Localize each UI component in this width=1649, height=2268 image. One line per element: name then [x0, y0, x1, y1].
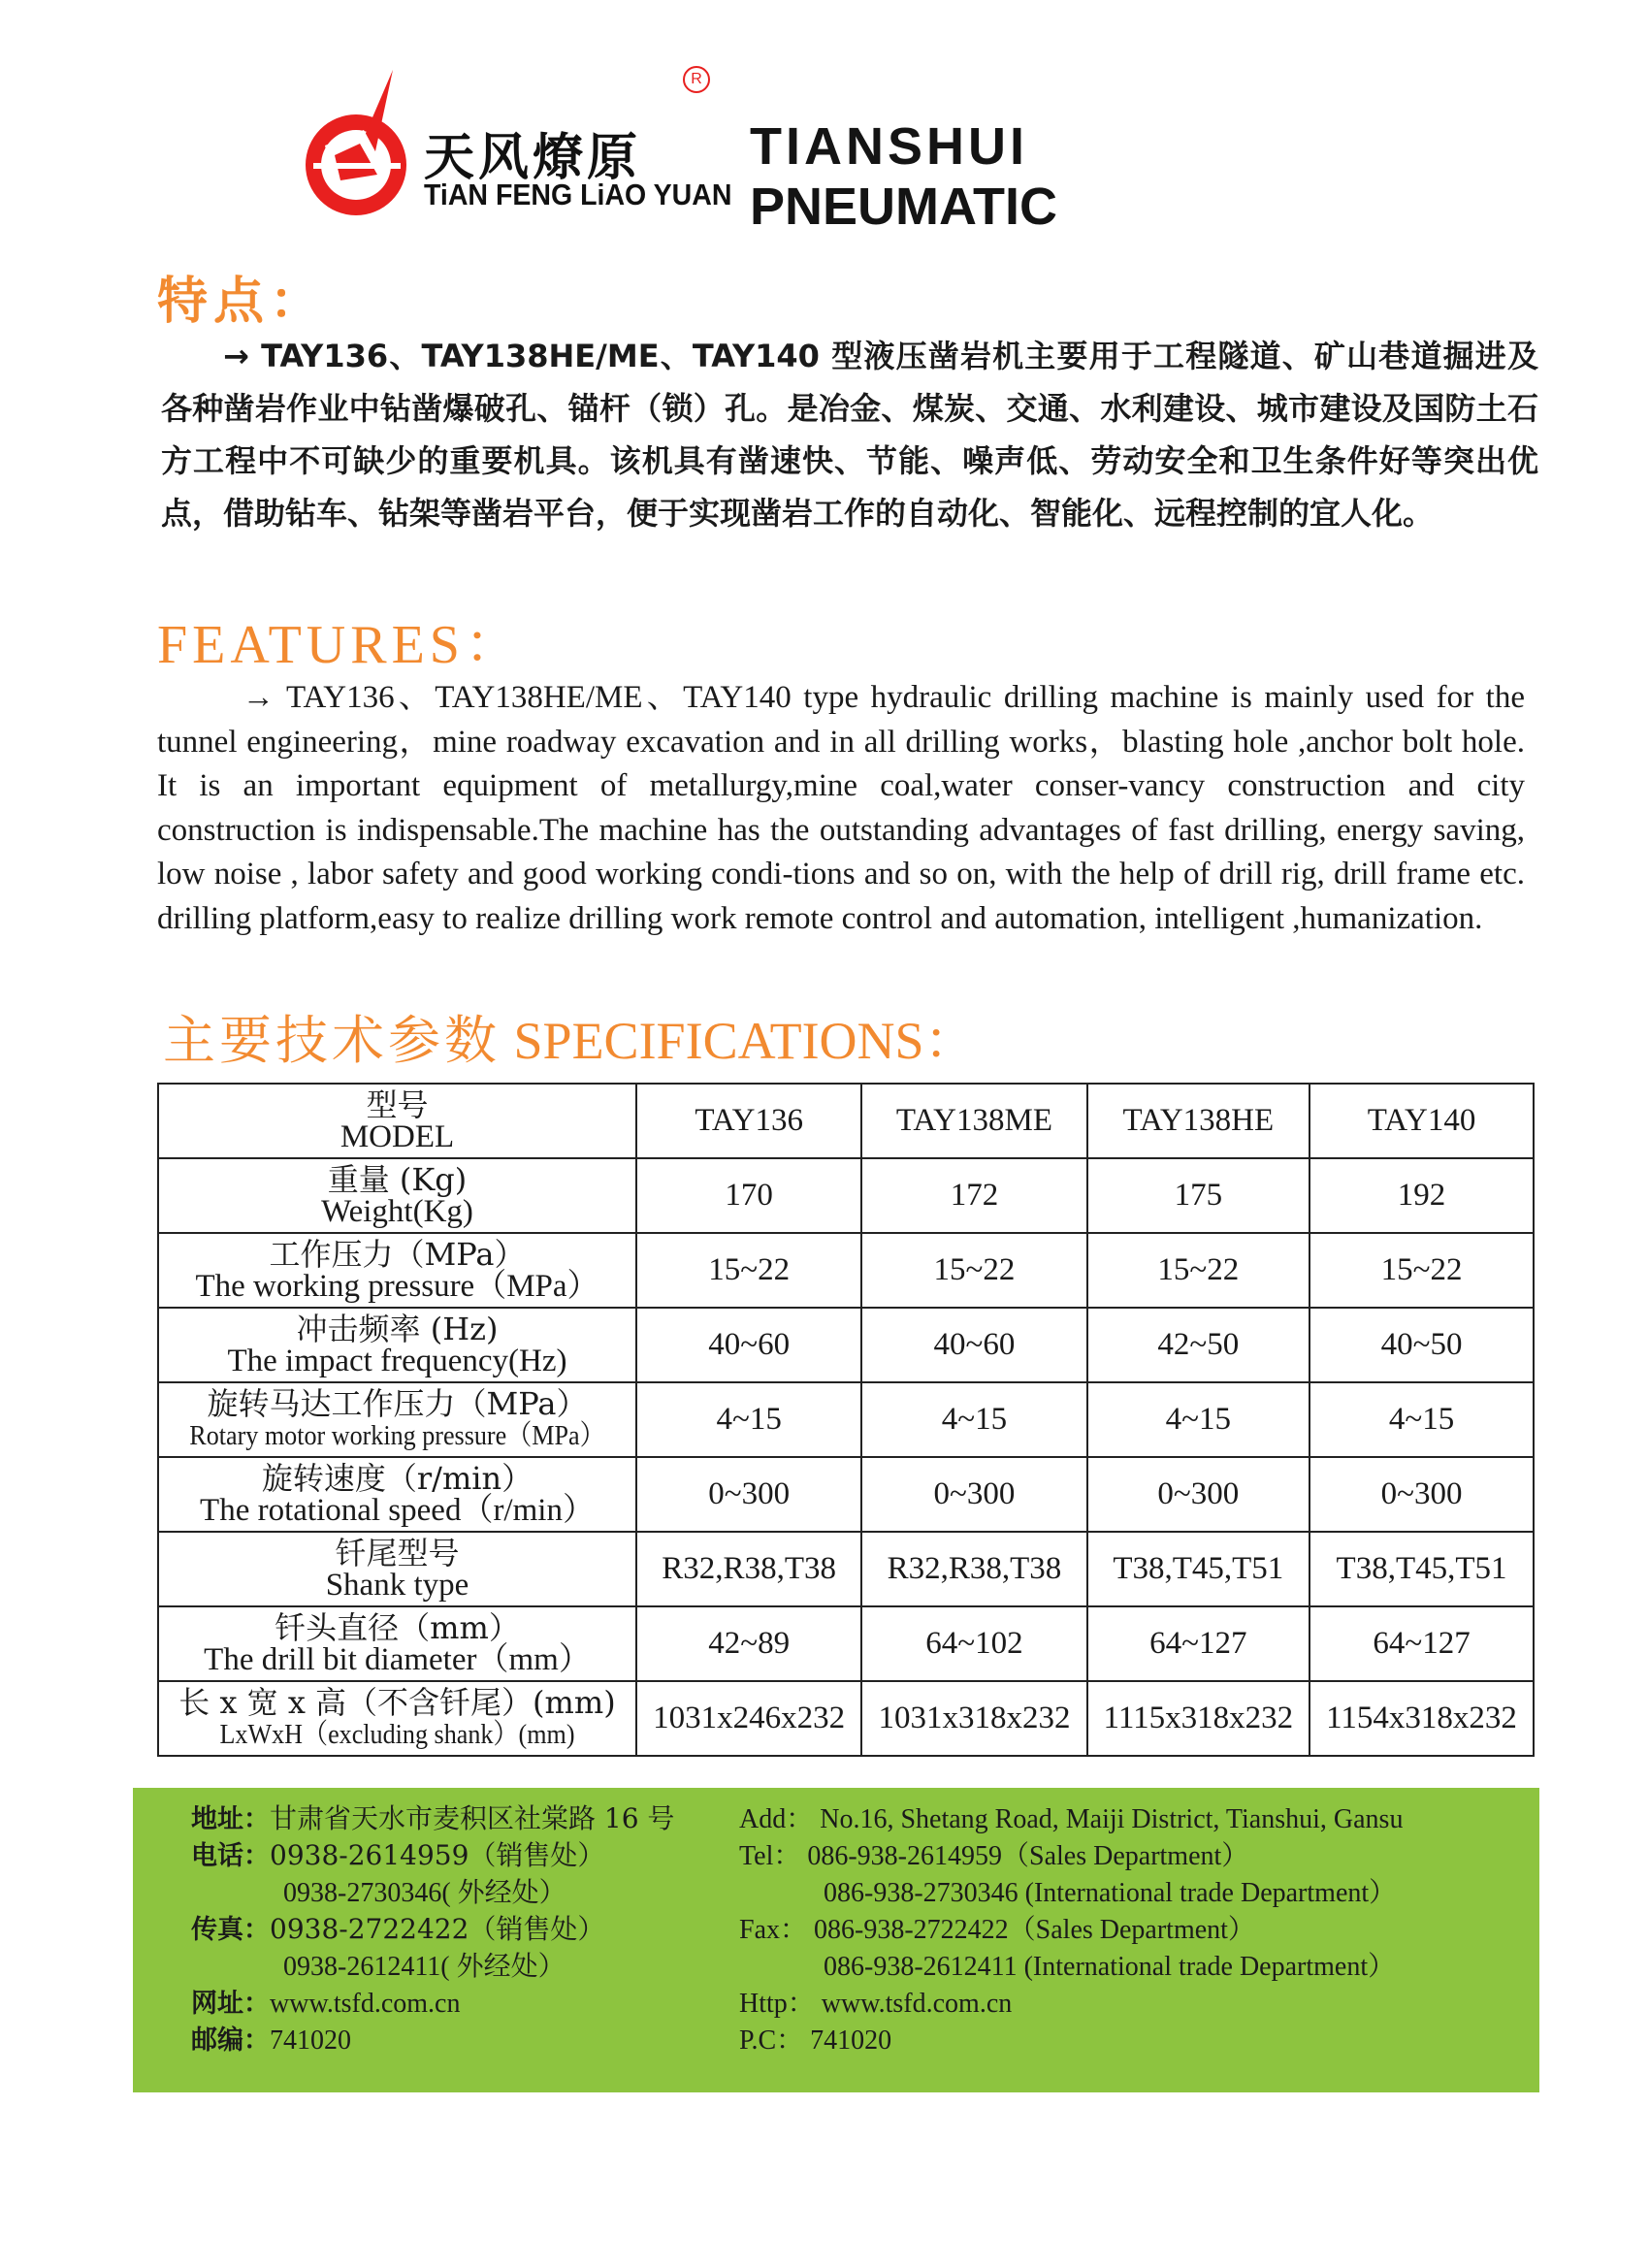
model-header-cn: 型号 — [366, 1085, 429, 1123]
spec-value-cell: 15~22 — [861, 1233, 1086, 1308]
spec-value-cell: 42~89 — [636, 1606, 861, 1681]
spec-value-cell: 42~50 — [1087, 1308, 1310, 1382]
spec-label-en: The rotational speed（r/min） — [200, 1492, 595, 1528]
table-row — [158, 1681, 1534, 1756]
logo-chinese-name: 天风燎原 — [424, 129, 642, 187]
spec-label-en: The working pressure（MPa） — [195, 1268, 599, 1304]
tel-en-2: 086-938-2730346 (International trade Department） — [824, 1878, 1397, 1908]
spec-label-cn: 钎尾型号 — [335, 1534, 460, 1571]
spec-value-cell: 1115x318x232 — [1087, 1681, 1310, 1756]
spec-label-en: Weight(Kg) — [321, 1193, 473, 1229]
spec-label-cell — [158, 1532, 636, 1606]
spec-label-en: The impact frequency(Hz) — [227, 1343, 567, 1378]
model-column-header: TAY138ME — [861, 1084, 1086, 1158]
model-column-header: TAY138HE — [1087, 1084, 1310, 1158]
fax-cn-2: 0938-2612411( 外经处） — [283, 1952, 566, 1982]
website-link-en[interactable]: www.tsfd.com.cn — [821, 1989, 1013, 2019]
spec-label-cn: 长 x 宽 x 高（不含钎尾）(mm) — [178, 1683, 616, 1721]
spec-label-cn: 旋转速度（r/min） — [261, 1459, 534, 1497]
website-link-cn[interactable]: www.tsfd.com.cn — [270, 1989, 461, 2019]
spec-value-cell: 64~102 — [861, 1606, 1086, 1681]
fax-en-2: 086-938-2612411 (International trade Department） — [824, 1952, 1396, 1982]
spec-label-cell — [158, 1308, 636, 1382]
table-row — [158, 1308, 1534, 1382]
spec-value-cell: 0~300 — [1310, 1457, 1534, 1532]
postcode-cn: 邮编：741020 — [191, 2025, 351, 2056]
spec-value-cell: 1154x318x232 — [1310, 1681, 1534, 1756]
tel-en: Tel： 086-938-2614959（Sales Department） — [739, 1841, 1249, 1871]
spec-value-cell: 15~22 — [1310, 1233, 1534, 1308]
features-text-cn: → TAY136、TAY138HE/ME、TAY140 型液压凿岩机主要用于工程隧道、矿山巷道掘进及各种凿岩作业中钻凿爆破孔、锚杆（锁）孔。是冶金、煤炭、交通、水利建设、城市建设及国防土石方工程中不可缺少的重要机具。该机具有凿速快、节能、噪声低、劳动安全和卫生条件好等突出优点，借助钻车、钻架等凿岩平台，便于实现凿岩工作的自动化、智能化、远程控制的宜人化。 — [161, 338, 1538, 532]
spec-value-cell: 64~127 — [1087, 1606, 1310, 1681]
spec-value-cell: R32,R38,T38 — [861, 1532, 1086, 1606]
spec-label-cn: 旋转马达工作压力（MPa） — [207, 1384, 588, 1422]
spec-value-cell: 4~15 — [861, 1382, 1086, 1457]
spec-label-en: Rotary motor working pressure（MPa） — [189, 1419, 605, 1451]
postcode-en: P.C： 741020 — [739, 2025, 892, 2056]
fax-cn: 传真：0938-2722422（销售处） — [191, 1913, 605, 1945]
spec-label-cn: 工作压力（MPa） — [269, 1235, 526, 1273]
spec-label-cell — [158, 1233, 636, 1308]
fax-en: Fax： 086-938-2722422（Sales Department） — [739, 1915, 1255, 1945]
spec-label-cell — [158, 1158, 636, 1233]
website-en: Http： www.tsfd.com.cn — [739, 1989, 1013, 2019]
spec-value-cell: 0~300 — [636, 1457, 861, 1532]
spec-value-cell: T38,T45,T51 — [1310, 1532, 1534, 1606]
spec-value-cell: 15~22 — [1087, 1233, 1310, 1308]
spec-value-cell: 40~60 — [861, 1308, 1086, 1382]
spec-value-cell: 15~22 — [636, 1233, 861, 1308]
brand-name — [750, 116, 1057, 237]
address-cn: 地址：甘肃省天水市麦积区社棠路 16 号 — [191, 1802, 675, 1834]
spec-value-cell: 170 — [636, 1158, 861, 1233]
spec-value-cell: 192 — [1310, 1158, 1534, 1233]
table-row — [158, 1233, 1534, 1308]
spec-label-cn: 冲击频率 (Hz) — [296, 1310, 499, 1347]
spec-label-cell — [158, 1457, 636, 1532]
spec-value-cell: 172 — [861, 1158, 1086, 1233]
address-en: Add： No.16, Shetang Road, Maiji District, Tianshui, Gansu — [739, 1804, 1404, 1834]
table-row — [158, 1606, 1534, 1681]
table-row — [158, 1457, 1534, 1532]
contact-info-box — [133, 1788, 1539, 2092]
logo-pinyin: TiAN FENG LiAO YUAN — [424, 178, 732, 211]
features-heading-cn: 特点： — [157, 273, 327, 331]
spec-label-cn: 钎头直径（mm） — [275, 1608, 520, 1646]
spec-value-cell: T38,T45,T51 — [1087, 1532, 1310, 1606]
specifications-heading-cn: 主要技术参数 — [163, 1010, 501, 1071]
model-header-cell — [158, 1084, 636, 1158]
brand-line-1: TIANSHUI — [750, 117, 1028, 176]
spec-label-cell — [158, 1606, 636, 1681]
specifications-table — [157, 1083, 1535, 1757]
table-row — [158, 1382, 1534, 1457]
registered-trademark-icon: R — [683, 66, 710, 93]
spec-label-en: LxWxH（excluding shank）(mm) — [219, 1718, 575, 1750]
model-header-en: MODEL — [340, 1118, 455, 1154]
spec-value-cell: 1031x246x232 — [636, 1681, 861, 1756]
spec-value-cell: 0~300 — [1087, 1457, 1310, 1532]
model-column-header: TAY136 — [636, 1084, 861, 1158]
spec-value-cell: 4~15 — [636, 1382, 861, 1457]
specifications-heading-en: SPECIFICATIONS： — [513, 1012, 977, 1070]
spec-label-cn: 重量 (Kg) — [327, 1160, 468, 1198]
features-heading-en: FEATURES： — [157, 615, 524, 675]
table-row — [158, 1532, 1534, 1606]
spec-value-cell: 64~127 — [1310, 1606, 1534, 1681]
spec-value-cell: 40~60 — [636, 1308, 861, 1382]
spec-value-cell: 4~15 — [1087, 1382, 1310, 1457]
table-row — [158, 1158, 1534, 1233]
brand-line-2: PNEUMATIC — [750, 178, 1057, 236]
features-text-en: → TAY136、TAY138HE/ME、TAY140 type hydraulic drilling machine is mainly used for the tunnel engineering，mine roadway excavation and in all drilling works，blasting hole ,anchor bolt hole. It is an important equipment of metallurgy,mine coal,water conser-vancy construction and city construction is indispensable.The machine has the outstanding advantages of fast drilling, energy saving, low noise , labor safety and good working condi-tions and so on, with the help of drill rig, drill frame etc. drilling platform,easy to realize drilling work remote control and automation, intelligent ,humanization. — [157, 680, 1525, 936]
spec-value-cell: 0~300 — [861, 1457, 1086, 1532]
table-header-row — [158, 1084, 1534, 1158]
model-column-header: TAY140 — [1310, 1084, 1534, 1158]
spec-label-en: The drill bit diameter（mm） — [204, 1641, 591, 1677]
spec-value-cell: 40~50 — [1310, 1308, 1534, 1382]
spec-label-en: Shank type — [325, 1567, 469, 1603]
specifications-heading — [163, 999, 977, 1074]
spec-value-cell: 1031x318x232 — [861, 1681, 1086, 1756]
tel-cn-2: 0938-2730346( 外经处） — [283, 1878, 566, 1908]
company-logo-mark — [296, 70, 422, 230]
tel-cn: 电话：0938-2614959（销售处） — [191, 1839, 605, 1871]
spec-value-cell: R32,R38,T38 — [636, 1532, 861, 1606]
spec-value-cell: 4~15 — [1310, 1382, 1534, 1457]
spec-label-cell — [158, 1681, 636, 1756]
spec-label-cell — [158, 1382, 636, 1457]
website-cn: 网址：www.tsfd.com.cn — [191, 1989, 461, 2019]
spec-value-cell: 175 — [1087, 1158, 1310, 1233]
